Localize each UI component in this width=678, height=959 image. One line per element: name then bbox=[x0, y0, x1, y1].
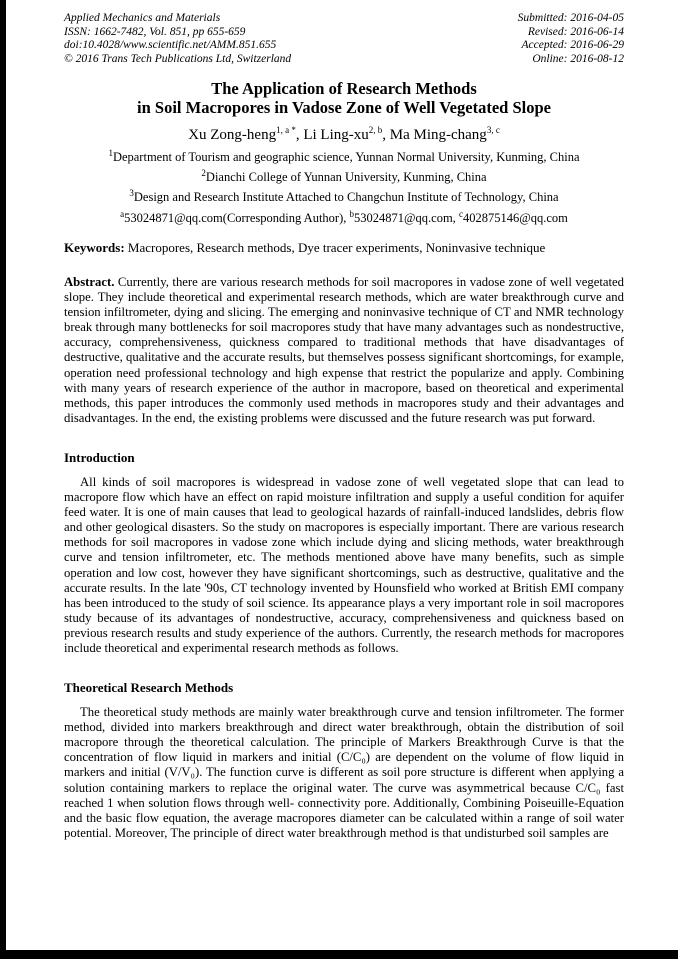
email-a-text: 53024871@qq.com(Corresponding Author), bbox=[124, 211, 350, 225]
author-1-superscript: 1, a * bbox=[276, 125, 296, 135]
affiliation-3-text: Design and Research Institute Attached to Changchun Institute of Technology, China bbox=[133, 190, 559, 204]
email-b-superscript: b bbox=[349, 208, 355, 219]
email-c-superscript: c bbox=[458, 208, 463, 219]
affiliation-1 bbox=[64, 147, 624, 164]
author-3 bbox=[382, 127, 500, 143]
section-heading-introduction: Introduction bbox=[64, 449, 135, 465]
affiliation-3 bbox=[64, 187, 624, 204]
journal-doi: doi:10.4028/www.scientific.net/AMM.851.655 bbox=[64, 39, 277, 51]
revised-date: Revised: 2016-06-14 bbox=[527, 25, 624, 38]
journal-name: Applied Mechanics and Materials bbox=[64, 12, 221, 24]
submission-dates bbox=[518, 12, 624, 66]
author-3-superscript: 3, c bbox=[486, 125, 500, 135]
author-3-name: , Ma Ming-chang bbox=[382, 127, 487, 143]
paper-title bbox=[64, 79, 624, 117]
abstract-label: Abstract. bbox=[64, 275, 115, 289]
author-2-superscript: 2, b bbox=[368, 125, 383, 135]
introduction-paragraph: All kinds of soil macropores is widespread in vadose zone of well vegetated slope that can lead to macropore flow which have an effect on rapid moisture infiltration and supply a useful condition for aquifer feed water. It is one of main causes that lead to geological hazards of rainfall-induced landslides, debris flow and other geological disasters. So the study on macropores is especially important. There are various research methods for soil macropores in vadose zone which include dying and slicing methods, water breakthrough curve and tension infiltrometer, etc. The methods mentioned above have many benefits, such as simple operation and low cost, however they have significant shortcomings, such as destructive, qualitative and the accurate results. In the late '90s, CT technology invented by Hounsfield who worked at British EMI company has been introduced to the study of soil science. Its appearance plays a very important role in soil macropores study because of its advantages of nondestructive, accuracy, comprehensiveness and quickness based on previous research results and study experience of the authors. Currently, the research methods for macropores include theoretical and experimental research methods as follows. bbox=[64, 474, 624, 655]
email-a-superscript: a bbox=[120, 208, 125, 219]
affiliation-1-text: Department of Tourism and geographic science, Yunnan Normal University, Kunming, China bbox=[112, 150, 580, 164]
email-c-text: 402875146@qq.com bbox=[462, 211, 568, 225]
theoretical-methods-paragraph: The theoretical study methods are mainly water breakthrough curve and tension infiltrometer. The former method, divided into markers breakthrough and direct water breakthrough, obtain the distribution of soil macropore through the theoretical calculation. The principle of Markers Breakthrough Curve is that the concentration of flow liquid in markers and initial (C/C₀) are dependent on the volume of flow liquid in markers and initial (V/V₀). The function curve is different as soil pore structure is different when applying a solution containing markers to replace the original water. The curve was asymmetrical because C/C₀ fast reached 1 when solution flows through well- connectivity pore. Additionally, Combining Poiseuille-Equation and the basic flow equation, the average macropores diameter can be calculated within a range of soil water potential. Moreover, The principle of direct water breakthrough method is that undisturbed soil samples are bbox=[64, 705, 624, 840]
author-1-name: Xu Zong-heng bbox=[188, 127, 277, 143]
abstract-text: Currently, there are various research methods for soil macropores in vadose zone of well vegetated slope. They include theoretical and experimental research methods, which are water breakthrough curve and tension infiltrometer, dying and slicing. The emerging and noninvasive technique of CT and NMR technology break through many bottlenecks for soil macropores study that have many advantages such as nondestructive, accuracy, comprehensiveness, quickness compared to traditional methods that have disadvantages of destructive, qualitative and the accurate results, but themselves possess significant shortcomings, for example, operation need professional technology and high expense that restrict the popularize and apply. Combining with many years of research experience of the author in macropore, based on theoretical and experimental methods, this paper introduces the commonly used methods in macropores study and their advantages and disadvantages. In the end, the existing problems were discussed and the future research was put forward. bbox=[64, 275, 625, 425]
submitted-date: Submitted: 2016-04-05 bbox=[517, 12, 624, 24]
journal-copyright: © 2016 Trans Tech Publications Ltd, Switzerland bbox=[64, 52, 292, 65]
journal-info bbox=[64, 12, 291, 66]
affiliation-1-superscript: 1 bbox=[108, 147, 113, 158]
author-2-name: , Li Ling-xu bbox=[295, 127, 369, 143]
online-date: Online: 2016-08-12 bbox=[532, 52, 624, 65]
accepted-date: Accepted: 2016-06-29 bbox=[521, 39, 624, 51]
email-b-text: 53024871@qq.com, bbox=[354, 211, 459, 225]
journal-issn-volume: ISSN: 1662-7482, Vol. 851, pp 655-659 bbox=[64, 25, 246, 38]
section-heading-theoretical-research-methods: Theoretical Research Methods bbox=[64, 680, 234, 696]
author-2 bbox=[296, 127, 382, 143]
authors-line bbox=[64, 126, 624, 144]
author-emails bbox=[64, 208, 624, 225]
keywords-text: Macropores, Research methods, Dye tracer experiments, Noninvasive technique bbox=[127, 240, 546, 255]
author-1 bbox=[188, 127, 296, 143]
scan-edge-left bbox=[0, 0, 6, 959]
keywords-line bbox=[64, 240, 624, 256]
scan-edge-bottom bbox=[0, 950, 678, 959]
affiliation-2-text: Dianchi College of Yunnan University, Kunming, China bbox=[205, 170, 487, 184]
abstract-paragraph bbox=[64, 275, 624, 426]
affiliation-3-superscript: 3 bbox=[129, 187, 134, 198]
affiliation-2-superscript: 2 bbox=[201, 167, 206, 178]
paper-title-line2: in Soil Macropores in Vadose Zone of Well Vegetated Slope bbox=[137, 98, 551, 117]
keywords-label: Keywords: bbox=[64, 240, 125, 255]
journal-header bbox=[64, 12, 624, 66]
affiliation-2 bbox=[64, 167, 624, 184]
paper-title-line1: The Application of Research Methods bbox=[211, 79, 477, 98]
